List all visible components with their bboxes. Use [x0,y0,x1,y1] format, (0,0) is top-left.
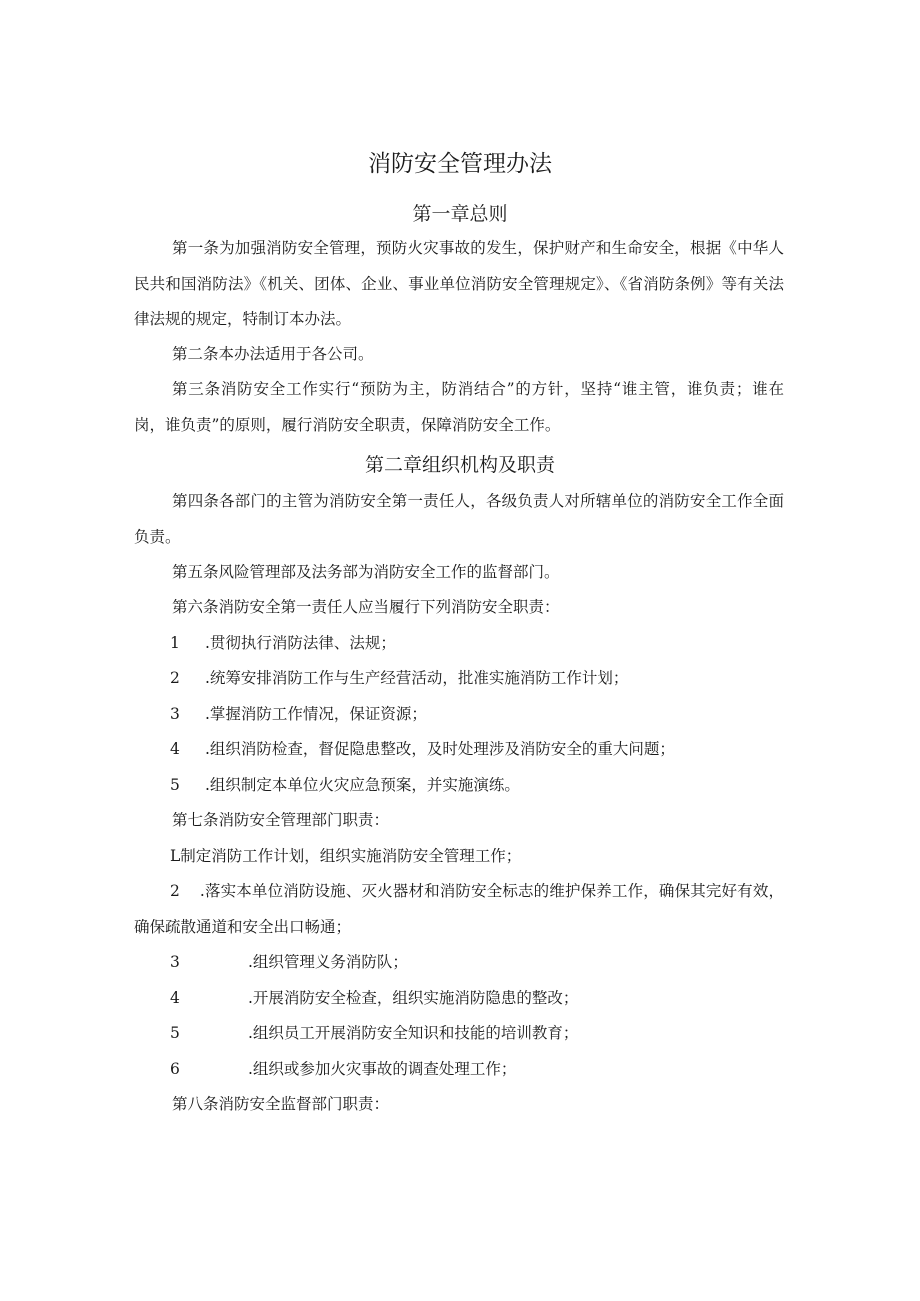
list-item-text: .开展消防安全检查，组织实施消防隐患的整改； [248,989,579,1007]
list-item [134,626,784,662]
list-item [134,945,784,981]
list-item-number: 4 [170,740,180,758]
list-item [134,697,784,733]
list-item [134,732,784,768]
list-item-text: L制定消防工作计划，组织实施消防安全管理工作； [170,847,522,865]
list-item-text: .组织制定本单位火灾应急预案，并实施演练。 [205,776,520,794]
article-7: 第七条消防安全管理部门职责： [172,811,390,829]
list-item [134,1016,784,1052]
list-item [134,661,784,697]
list-item-number: 3 [170,953,180,971]
list-item-number: 2 [170,882,180,900]
list-item [134,768,784,804]
list-item-number: 5 [170,776,180,794]
chapter-heading: 第二章组织机构及职责 [364,454,555,476]
list-item [134,1052,784,1088]
list-item-text: .组织管理义务消防队； [248,953,408,971]
list-item-text: .组织消防检查，督促隐患整改，及时处理涉及消防安全的重大问题； [205,740,675,758]
list-item-text: .组织或参加火灾事故的调查处理工作； [248,1060,517,1078]
list-item-text: .贯彻执行消防法律、法规； [205,634,396,652]
list-item-text: .组织员工开展消防安全知识和技能的培训教育； [248,1024,579,1042]
list-item-number: 2 [170,669,180,687]
article-2: 第二条本办法适用于各公司。 [172,345,374,363]
article-5: 第五条风险管理部及法务部为消防安全工作的监督部门。 [172,563,560,581]
list-item [134,874,784,945]
article-8: 第八条消防安全监督部门职责： [172,1095,390,1113]
list-item-number: 5 [170,1024,180,1042]
chapter-heading: 第一章总则 [412,203,508,225]
list-item [134,981,784,1017]
list-item-number: 3 [170,705,180,723]
article-3: 第三条消防安全工作实行“预防为主，防消结合”的方针，坚持“谁主管，谁负责；谁在岗，谁负责”的原则，履行消防安全职责，保障消防安全工作。 [134,380,784,434]
article-4: 第四条各部门的主管为消防安全第一责任人，各级负责人对所辖单位的消防安全工作全面负责。 [134,492,784,546]
list-item-text: .掌握消防工作情况，保证资源； [205,705,427,723]
document-title: 消防安全管理办法 [368,151,552,177]
list-item-number: 6 [170,1060,180,1078]
list-item-text: .落实本单位消防设施、灭火器材和消防安全标志的维护保养工作，确保其完好有效，确保疏散通道和安全出口畅通； [134,882,784,936]
article-6: 第六条消防安全第一责任人应当履行下列消防安全职责： [172,598,560,616]
list-item [134,839,784,875]
article-1: 第一条为加强消防安全管理，预防火灾事故的发生，保护财产和生命安全，根据《中华人民共和国消防法》《机关、团体、企业、事业单位消防安全管理规定》、《省消防条例》等有关法律法规的规定，特制订本办法。 [134,239,784,328]
list-item-number: 4 [170,989,180,1007]
list-item-number: 1 [170,634,180,652]
list-item-text: .统筹安排消防工作与生产经营活动，批准实施消防工作计划； [205,669,629,687]
